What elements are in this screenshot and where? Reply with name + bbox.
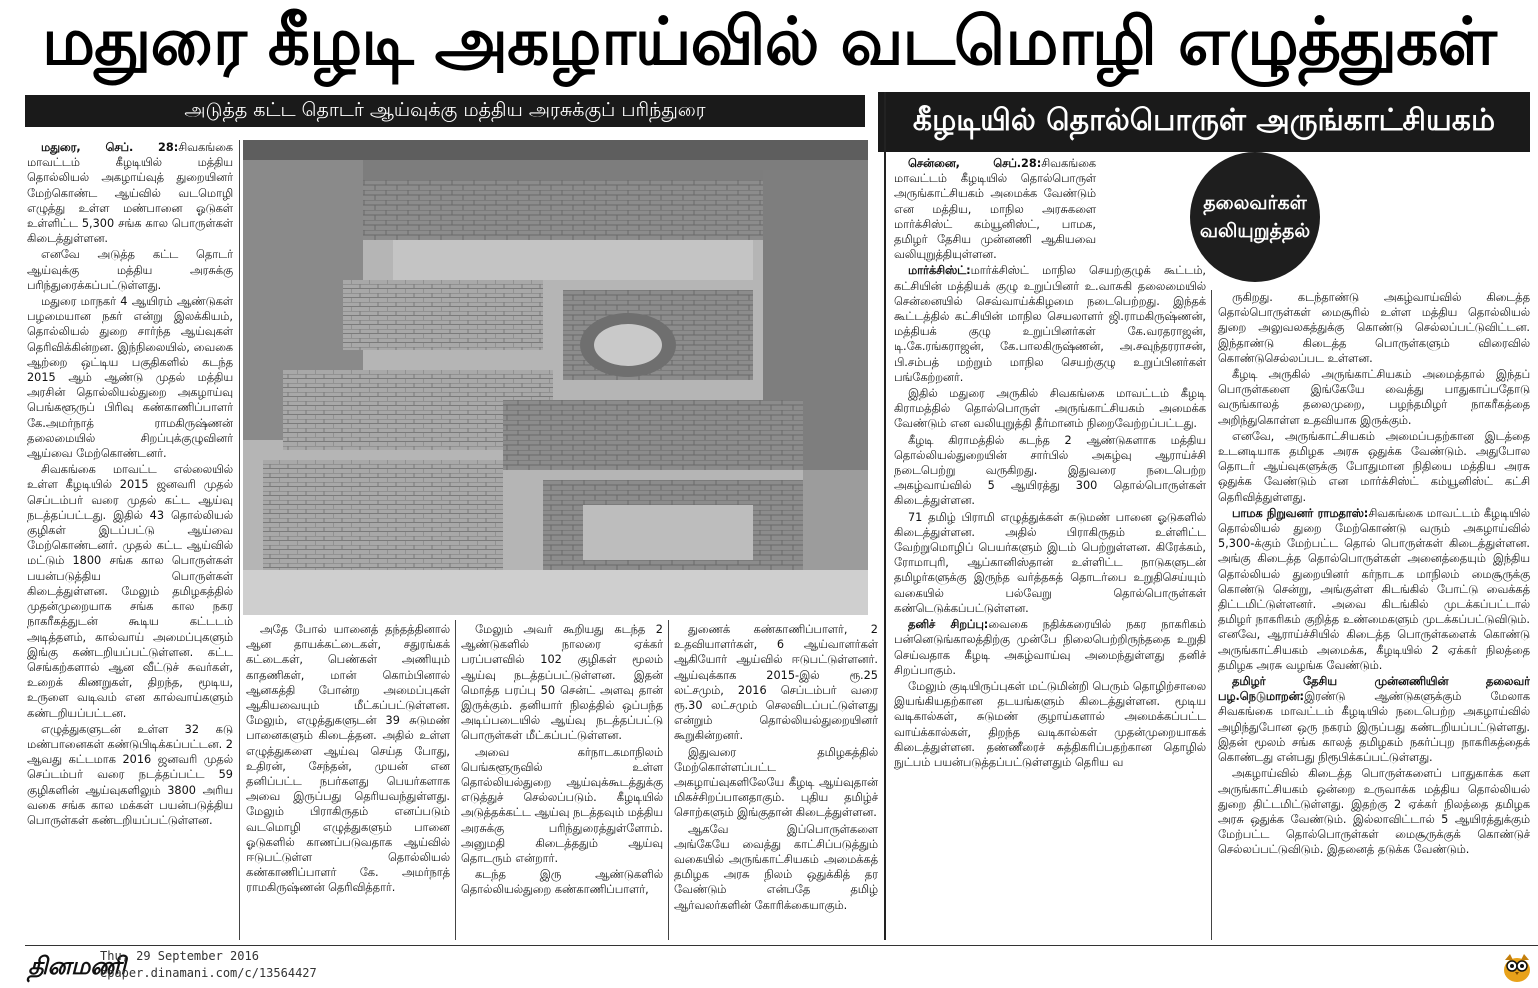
- article-column-5: [894, 156, 1206, 940]
- paragraph: கடந்த இரு ஆண்டுகளில் தொல்லியல்துறை கண்காணிப்பாளர்,: [461, 868, 663, 897]
- paragraph: அவை கர்நாடகமாநிலம் பெங்களூருவில் உள்ள தொல்லியல்துறை ஆய்வுக்கூடத்துக்கு எடுத்துச் செல்லப்படும். கீழடியில் அடுத்தக்கட்ட ஆய்வு நடத்தவும் மத்திய அரசுக்கு பரிந்துரைத்துள்ளோம். அனுமதி கிடைத்ததும் ஆய்வு தொடரும் என்றார்.: [461, 745, 663, 866]
- paragraph: எனவே, அருங்காட்சியகம் அமைப்பதற்கான இடத்தை உடனடியாக தமிழக அரசு ஒதுக்க வேண்டும். அதுபோல தொடர் ஆய்வுகளுக்கு போதுமான நிதியை மத்திய அரசு ஒதுக்க வேண்டும் என மார்க்சிஸ்ட் கம்யூனிஸ்ட் கட்சி தெரிவித்துள்ளது.: [1218, 429, 1530, 504]
- footer-rule: [25, 945, 1538, 946]
- paragraph: எழுத்துகளுடன் உள்ள 32 கடு மண்பானைகள் கண்டுபிடிக்கப்பட்டன. 2 ஆவது கட்டமாக 2016 ஜனவரி முதல் செப்டம்பர் வரை நடத்தப்பட்ட 59 குழிகளின் ஆய்வுகளிலும் 3800 அரிய வகை சங்க கால மக்கள் பயன்படுத்திய பொருள்கள் கண்டறியப்பட்டுள்ளன.: [27, 722, 233, 827]
- paragraph: மதுரை மாநகர் 4 ஆயிரம் ஆண்டுகள் பழமையான நகர் என்று இலக்கியம், தொல்லியல் துறை சார்ந்த ஆய்வுகள் தெரிவிக்கின்றன. இந்நிலையில், வைகை ஆற்றை ஒட்டிய பகுதிகளில் கடந்த 2015 ஆம் ஆண்டு முதல் மத்திய அரசின் தொல்லியல்துறை அகழாய்வு பெங்களூருப் பிரிவு கண்காணிப்பாளர் கே.அமர்நாத் ராமகிருஷ்ணன் தலைமையில் சிறப்புக்குழுவினர் ஆய்வை மேற்கொண்டனர்.: [27, 295, 233, 461]
- paragraph: கீழடி கிராமத்தில் கடந்த 2 ஆண்டுகளாக மத்திய தொல்லியல்துறையின் சார்பில் அகழ்வு ஆராய்ச்சி நடைபெற்று வருகிறது. இதுவரை நடைபெற்ற அகழ்வாய்வில் 5 ஆயிரத்து 300 தொல்பொருள்கள் கிடைத்துள்ளன.: [894, 433, 1206, 508]
- paragraph: மார்க்சிஸ்ட்:மார்க்சிஸ்ட் மாநில செயற்குழுக் கூட்டம், கட்சியின் மத்தியக் குழு உறுப்பினர் உ.வாசுகி தலைமையில் சென்னையில் செவ்வாய்க்கிழமை நடைபெற்றது. இந்தக் கூட்டத்தில் கட்சியின் மாநில செயலாளர் ஜி.ராமகிருஷ்ணன், மத்தியக் குழு உறுப்பினர்கள் கே.வரதராஜன், டி.கே.ரங்கராஜன், கே.பாலகிருஷ்ணன், அ.சவுந்தரராசன், பி.சம்பத் மற்றும் மாநில செயற்குழு உறுப்பினர்கள் பங்கேற்றனர்.: [894, 264, 1206, 384]
- column-divider: [1211, 290, 1212, 940]
- paragraph: மேலும் அவர் கூறியது கடந்த 2 ஆண்டுகளில் நாலரை ஏக்கர் பரப்பளவில் 102 குழிகள் மூலம் ஆய்வு நடத்தப்பட்டுள்ளன. இதன் மொத்த பரப்பு 50 சென்ட் அளவு தான் இருக்கும். தனியார் நிலத்தில் ஒப்பந்த அடிப்படையில் ஆய்வு நடத்தப்பட்டு பொருள்கள் மீட்கப்பட்டுள்ளன.: [461, 623, 663, 743]
- article-column-2: [246, 622, 450, 940]
- callout-line-2: வலியுறுத்தல்: [1199, 220, 1311, 242]
- column-divider: [239, 140, 240, 940]
- paragraph: துணைக் கண்காணிப்பாளர், 2 உதவியாளர்கள், 6 ஆய்வாளர்கள் ஆகியோர் ஆய்வில் ஈடுபட்டுள்ளனர். ஆய்வுக்காக 2015-இல் ரூ.25 லட்சமும், 2016 செப்டம்பர் வரை ரூ.30 லட்சமும் செலவிடப்பட்டுள்ளது என்றும் தொல்லியல்துறையினர் கூறுகின்றனர்.: [674, 623, 878, 743]
- article-column-3: [461, 622, 663, 940]
- headline: மதுரை கீழடி அகழாய்வில் வடமொழி எழுத்துகள்: [42, 3, 1496, 80]
- article-column-6: [1218, 290, 1530, 940]
- paragraph: மதுரை, செப். 28:சிவகங்கை மாவட்டம் கீழடியில் மத்திய தொல்லியல் அகழாய்வுத் துறையினர் மேற்கொண்ட ஆய்வில் வடமொழி எழுத்து உள்ள மண்பானை ஓடுகள் உள்ளிட்ட 5,300 சங்க கால பொருள்கள் கிடைத்துள்ளன.: [27, 141, 233, 246]
- column-divider: [455, 620, 456, 940]
- article-column-4: [674, 622, 878, 940]
- paragraph: இதில் மதுரை அருகில் சிவகங்கை மாவட்டம் கீழடி கிராமத்தில் தொல்பொருள் அருங்காட்சியகம் அமைக்க வேண்டும் என வலியுறுத்தி தீர்மானம் நிறைவேற்றப்பட்டது.: [894, 387, 1206, 431]
- callout-badge: [1190, 152, 1320, 282]
- paragraph: இதுவரை தமிழகத்தில் மேற்கொள்ளப்பட்ட அகழாய்வுகளிலேயே கீழடி ஆய்வுதான் மிகச்சிறப்பானதாகும். புதிய தமிழ்ச் சொற்களும் இங்குதான் கிடைத்துள்ளன.: [674, 745, 878, 820]
- article-column-1: [27, 140, 233, 940]
- footer-meta: [100, 948, 317, 982]
- paragraph: அதே போல் யானைத் தந்தத்தினால் ஆன தாயக்கட்டைகள், சதுரங்கக் கட்டைகள், பெண்கள் அணியும் காதணிகள், மான் கொம்பினால் ஆனகத்தி போன்ற அமைப்புகள் ஆகியவையும் மீட்கப்பட்டுள்ளன. மேலும், எழுத்துகளுடன் 39 சுடுமண் பானைகளும் கிடைத்தன. அதில் உள்ள எழுத்துகளை ஆய்வு செய்த போது, உதிரன், சேந்தன், முயன் என தனிப்பட்ட நபர்களது பெயர்களாக அவை இருப்பது தெரியவந்துள்ளது. மேலும் பிராகிருதம் எனப்படும் வடமொழி எழுத்துகளும் பானை ஓடுகளில் காணப்படுவதாக ஆய்வில் ஈடுபட்டுள்ள தொல்லியல் கண்காணிப்பாளர் கே. அமர்நாத் ராமகிருஷ்ணன் தெரிவித்தார்.: [246, 623, 450, 895]
- epaper-link[interactable]: epaper.dinamani.com/c/13564427: [100, 966, 317, 980]
- excavation-photo: [243, 140, 868, 615]
- paragraph: தமிழர் தேசிய முன்னணியின் தலைவர் பழ.நெடுமாறன்:இரண்டு ஆண்டுகளுக்கும் மேலாக சிவகங்கை மாவட்டம் கீழடியில் நடைபெற்ற அகழாய்வில் அழிந்துபோன ஒரு நகரம் இருப்பது கண்டறியப்பட்டுள்ளது. இதன் மூலம் சங்க காலத் தமிழகம் நகர்ப்புற நாகரிகத்தைக் கொண்டது என்பது நிரூபிக்கப்பட்டுள்ளது.: [1218, 675, 1530, 765]
- right-subheading: கீழடியில் தொல்பொருள் அருங்காட்சியகம்: [878, 92, 1530, 152]
- edition-date: Thu, 29 September 2016: [100, 949, 259, 963]
- owl-mascot-icon: [1500, 950, 1534, 984]
- paragraph: 71 தமிழ் பிராமி எழுத்துக்கள் சுடுமண் பானை ஓடுகளில் கிடைத்துள்ளன. அதில் பிராகிருதம் உள்ளிட்ட வேற்றுமொழிப் பெயர்களும் இடம் பெற்றுள்ளன. கிரேக்கம், ரோமாபுரி, ஆப்கானிஸ்தான் உள்ளிட்ட நாடுகளுடன் தமிழர்களுக்கு இருந்த வர்த்தகத் தொடர்பை உறுதிசெய்யும் வகையில் பல்வேறு தொல்பொருள்கள் கண்டெடுக்கப்பட்டுள்ளன.: [894, 510, 1206, 615]
- paragraph: தனிச் சிறப்பு:வைகை நதிக்கரையில் நகர நாகரிகம் பன்னெடுங்காலத்திற்கு முன்பே நிலைபெற்றிருந்ததை உறுதி செய்வதாக கீழடி அகழ்வாய்வு அமைந்துள்ளது தனிச் சிறப்பாகும்.: [894, 618, 1206, 677]
- paragraph: பாமக நிறுவனர் ராமதாஸ்:சிவகங்கை மாவட்டம் கீழடியில் தொல்லியல் துறை மேற்கொண்டு வரும் அகழாய்வில் 5,300-க்கும் மேற்பட்ட தொல் பொருள்கள் கிடைத்துள்ளன. அங்கு கிடைத்த தொல்பொருள்கள் அனைத்தையும் இந்திய தொல்லியல் துறையினர் கர்நாடக மாநிலம் மைசூருக்கு கொண்டு சென்று, அங்குள்ள கிடங்கில் போட்டு வைக்கத் திட்டமிட்டுள்ளனர். அவை கிடங்கில் முடக்கப்பட்டால் தமிழர் நாகரிகம் குறித்த உண்மைகளும் முடக்கப்பட்டுவிடும். எனவே, ஆராய்ச்சியில் கிடைத்த பொருள்களைக் கொண்டு அருங்காட்சியகம் அமைக்க, கீழடியில் 2 ஏக்கர் நிலத்தை தமிழக அரசு வழங்க வேண்டும்.: [1218, 506, 1530, 672]
- dinamani-logo: தினமணி: [28, 951, 126, 980]
- section-divider: [884, 92, 886, 940]
- paragraph: மேலும் குடியிருப்புகள் மட்டுமின்றி பெரும் தொழிற்சாலை இயங்கியதற்கான தடயங்களும் கிடைத்துள்ளன. மூடிய வடிகால்கள், சுடுமண் குழாய்களால் அமைக்கப்பட்ட வாய்க்கால்கள், திறந்த வடிகால்கள் முதன்முறையாகக் கிடைத்துள்ளன. தண்ணீரைச் சுத்திகரிப்பதற்கான தொழில் நுட்பம் பயன்படுத்தப்பட்டுள்ளதும் தெரிய வ: [894, 679, 1206, 769]
- excavation-photo-graphic: [243, 140, 868, 615]
- paragraph: அகழாய்வில் கிடைத்த பொருள்களைப் பாதுகாக்க கள அருங்காட்சியகம் ஒன்றை உருவாக்க மத்திய தொல்லியல் துறை திட்டமிட்டுள்ளது. இதற்கு 2 ஏக்கர் நிலத்தை தமிழக அரசு ஒதுக்க வேண்டும். இல்லாவிட்டால் 5 ஆயிரத்துக்கும் மேற்பட்ட தொல்பொருள்கள் மைசூருக்குக் கொண்டுச் செல்லப்பட்டுவிடும். இதனைத் தடுக்க வேண்டும்.: [1218, 767, 1530, 857]
- left-subheading: அடுத்த கட்ட தொடர் ஆய்வுக்கு மத்திய அரசுக்குப் பரிந்துரை: [25, 95, 865, 127]
- paragraph: ருகிறது. கடந்தாண்டு அகழ்வாய்வில் கிடைத்த தொல்பொருள்கள் மைசூரில் உள்ள மத்திய தொல்லியல் துறை அலுவலகத்துக்கு கொண்டு செல்லப்பட்டுவிட்டன. இந்தாண்டு கிடைத்த பொருள்களும் விரைவில் கொண்டுசெல்லப்பட உள்ளன.: [1218, 291, 1530, 365]
- paragraph: சிவகங்கை மாவட்ட எல்லையில் உள்ள கீழடியில் 2015 ஜனவரி முதல் செப்டம்பர் வரை முதல் கட்ட ஆய்வு நடத்தப்பட்டது. இதில் 43 தொல்லியல் குழிகள் இடப்பட்டு ஆய்வை மேற்கொண்டனர். முதல் கட்ட ஆய்வில் மட்டும் 1800 சங்க கால பொருள்கள் பயன்படுத்திய பொருள்கள் கிடைத்துள்ளன. மேலும் தமிழகத்தில் முதன்முறையாக சங்க கால நகர நாகரீகத்துடன் கூடிய கட்டடம் அடித்தளம், கால்வாய் அமைப்புகளும் இங்கு கண்டறியப்பட்டுள்ளன. கட்ட செங்கற்களால் ஆன வீட்டுச் சுவர்கள், உறைக் கிணறுகள், திறந்த, மூடிய, உருளை வடிவம் என கால்வாய்களும் கண்டறியப்பட்டன.: [27, 463, 233, 720]
- paragraph: எனவே அடுத்த கட்ட தொடர் ஆய்வுக்கு மத்திய அரசுக்கு பரிந்துரைக்கப்பட்டுள்ளது.: [27, 248, 233, 292]
- callout-line-1: தலைவர்கள்: [1203, 192, 1307, 214]
- paragraph: கீழடி அருகில் அருங்காட்சியகம் அமைத்தால் இந்தப் பொருள்களை இங்கேயே வைத்து பாதுகாப்பதோடு வருங்காலத் தலைமுறை, பழந்தமிழர் நாகரீகத்தை அறிந்துகொள்ள உதவியாக இருக்கும்.: [1218, 368, 1530, 427]
- column-divider: [668, 620, 669, 940]
- paragraph: ஆகவே இப்பொருள்களை அங்கேயே வைத்து காட்சிப்படுத்தும் வகையில் அருங்காட்சியகம் அமைக்கத் தமிழக அரசு நிலம் ஒதுக்கித் தர வேண்டும் என்பதே தமிழ் ஆர்வலர்களின் கோரிக்கையாகும்.: [674, 822, 878, 912]
- paragraph: சென்னை, செப்.28:சிவகங்கை மாவட்டம் கீழடியில் தொல்பொருள் அருங்காட்சியகம் அமைக்க வேண்டும் என மத்திய, மாநில அரசுகளை மார்க்சிஸ்ட் கம்யூனிஸ்ட், பாமக, தமிழர் தேசிய முன்னணி ஆகியவை வலியுறுத்தியுள்ளன.: [894, 157, 1096, 262]
